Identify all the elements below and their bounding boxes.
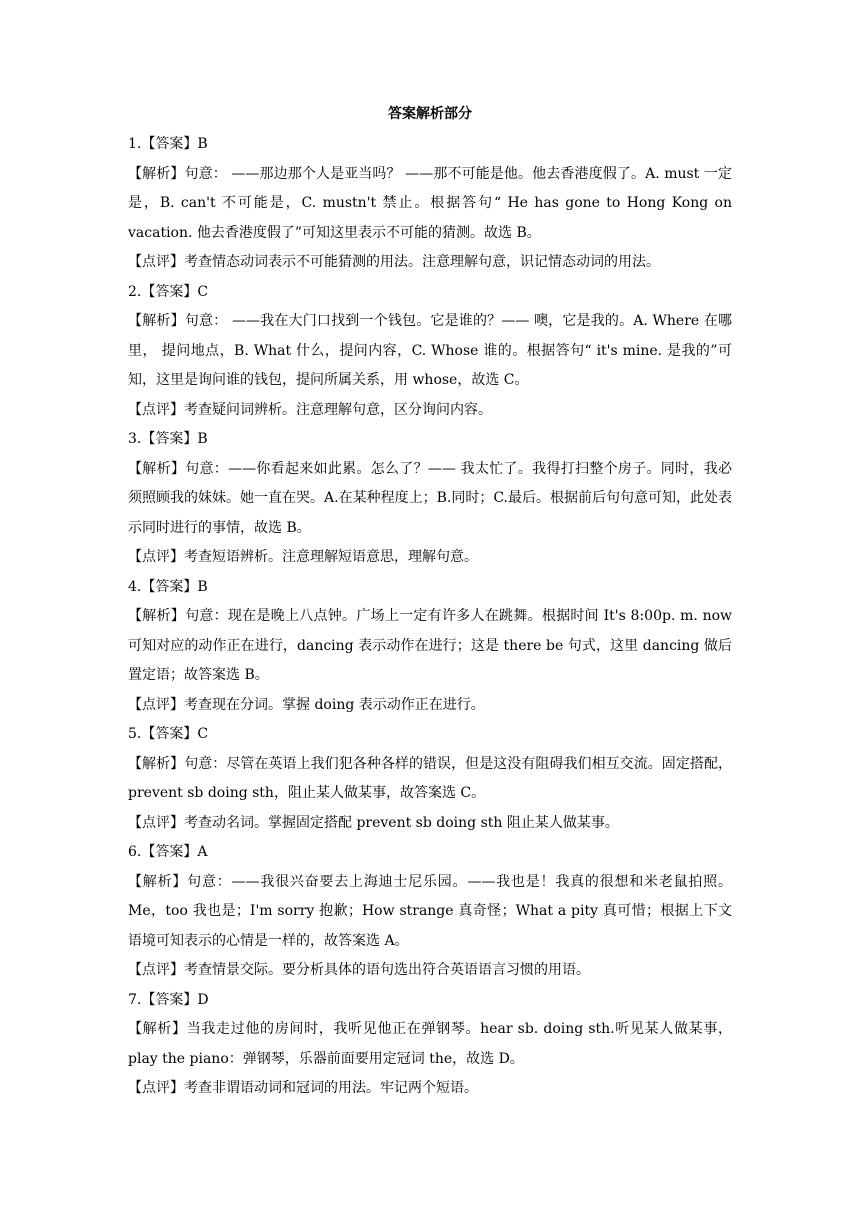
analysis-paragraph: 【解析】句意：现在是晚上八点钟。广场上一定有许多人在跳舞。根据时间 It's 8:00p. m. now 可知对应的动作正在进行，dancing 表示动作在进行；这是 there be 句式，这里 dancing 做后置定语；故答案选 B。: [128, 608, 732, 683]
answer-item-7: [128, 986, 732, 1104]
comment-line: 【点评】考查现在分词。掌握 doing 表示动作正在进行。: [128, 696, 485, 713]
page-title: 答案解析部分: [388, 106, 472, 122]
answer-line: 7.【答案】D: [128, 991, 209, 1008]
comment-line: 【点评】考查短语辨析。注意理解短语意思，理解句意。: [128, 549, 478, 565]
answer-line: 6.【答案】A: [128, 844, 208, 860]
answer-item-1: [128, 130, 732, 278]
answer-line: 2.【答案】C: [128, 283, 209, 300]
answer-line: 5.【答案】C: [128, 726, 209, 742]
answer-item-6: [128, 838, 732, 986]
comment-line: 【点评】考查非谓语动词和冠词的用法。牢记两个短语。: [128, 1080, 478, 1096]
answer-list: [128, 130, 732, 1104]
answer-item-4: [128, 573, 732, 721]
answer-item-5: [128, 720, 732, 838]
comment-line: 【点评】考查动名词。掌握固定搭配 prevent sb doing sth 阻止某人做某事。: [128, 814, 619, 831]
comment-line: 【点评】考查情景交际。要分析具体的语句选出符合英语语言习惯的用语。: [128, 962, 590, 978]
analysis-paragraph: 【解析】句意： ——我在大门口找到一个钱包。它是谁的？—— 噢，它是我的。A. Where 在哪里， 提问地点，B. What 什么，提问内容，C. Whose 谁的。根据答句“ it's mine. 是我的”可知，这里是询问谁的钱包，提问所属关系，用 whose，故选 C。: [128, 313, 732, 388]
analysis-paragraph: 【解析】句意：——你看起来如此累。怎么了？—— 我太忙了。我得打扫整个房子。同时，我必须照顾我的妹妹。她一直在哭。A.在某种程度上；B.同时；C.最后。根据前后句句意可知，此处表示同时进行的事情，故选 B。: [128, 460, 732, 536]
comment-line: 【点评】考查疑问词辨析。注意理解句意，区分询问内容。: [128, 401, 492, 418]
answer-line: 4.【答案】B: [128, 578, 208, 595]
answer-item-3: [128, 425, 732, 573]
answer-line: 1.【答案】B: [128, 136, 208, 152]
comment-line: 【点评】考查情态动词表示不可能猜测的用法。注意理解句意，识记情态动词的用法。: [128, 254, 660, 270]
analysis-paragraph: 【解析】句意： ——那边那个人是亚当吗？ ——那不可能是他。他去香港度假了。A. must 一定是，B. can't 不可能是，C. mustn't 禁止。根据答句“ He has gone to Hong Kong on vacation. 他去香港度假了”可知这里表示不可能的猜测。故选 B。: [128, 165, 732, 241]
analysis-paragraph: 【解析】当我走过他的房间时，我听见他正在弹钢琴。hear sb. doing sth.听见某人做某事，play the piano：弹钢琴，乐器前面要用定冠词 the，故选 D。: [128, 1021, 732, 1067]
analysis-paragraph: 【解析】句意：尽管在英语上我们犯各种各样的错误，但是这没有阻碍我们相互交流。固定搭配，prevent sb doing sth，阻止某人做某事，故答案选 C。: [128, 755, 732, 801]
answer-item-2: [128, 278, 732, 426]
answer-line: 3.【答案】B: [128, 431, 208, 447]
analysis-paragraph: 【解析】句意：——我很兴奋要去上海迪士尼乐园。——我也是！我真的很想和米老鼠拍照。Me，too 我也是；I'm sorry 抱歉；How strange 真奇怪；What a pity 真可惜；根据上下文语境可知表示的心情是一样的，故答案选 A。: [128, 873, 732, 949]
